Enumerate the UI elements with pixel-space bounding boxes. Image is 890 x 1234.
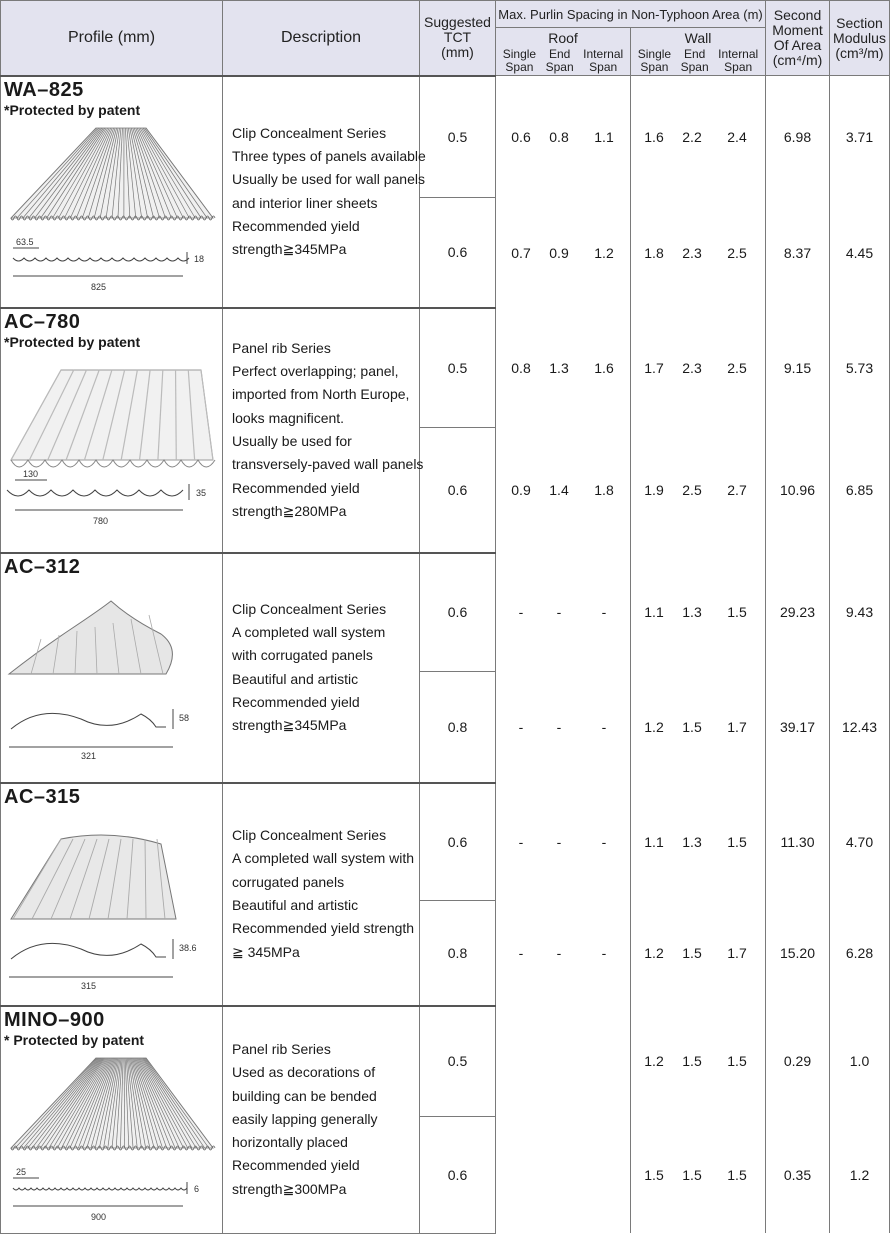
tct-value: 0.5 [420,308,496,428]
profile-drawing [1,809,221,929]
profile-name: AC–312 [4,556,222,579]
wall-spacing-cell [631,1006,766,1117]
roof-spacing-cell [496,308,631,428]
wall-span-value: 2.5 [711,360,763,376]
wall-span-value: 1.5 [673,945,711,961]
roof-span-value: - [502,719,540,735]
roof-span-value: 0.8 [502,360,540,376]
wall-span-value: 1.5 [711,834,763,850]
section-drawing [1,699,216,759]
description-line: Panel rib Series [232,337,419,360]
wall-spacing-cell [631,198,766,308]
roof-span-value: - [578,945,630,961]
wall-span-value: 1.5 [711,1167,763,1183]
description-line: Clip Concealment Series [232,122,419,145]
wall-spacing-cell [631,76,766,198]
description-line: Clip Concealment Series [232,598,419,621]
spec-row [1,553,890,672]
modulus-value: 1.2 [830,1116,890,1233]
description-line: looks magnificent. [232,407,419,430]
wall-span-value: 2.3 [673,360,711,376]
wall-spacing-cell [631,308,766,428]
roof-span-value: 0.6 [502,129,540,145]
wall-span-value: 1.5 [635,1167,673,1183]
modulus-value: 4.70 [830,783,890,901]
tct-value: 0.6 [420,783,496,901]
wall-span-value: 1.1 [635,834,673,850]
modulus-value: 3.71 [830,76,890,198]
roof-spacing-cell [496,428,631,553]
wall-span-value: 1.5 [673,719,711,735]
wall-span-value: 2.4 [711,129,763,145]
description-line: Recommended yield [232,477,419,500]
profile-drawing [1,1048,221,1168]
moment-value: 0.35 [766,1116,830,1233]
roof-spacing-cell [496,672,631,783]
tct-value: 0.8 [420,672,496,783]
modulus-value: 6.85 [830,428,890,553]
tct-value: 0.6 [420,553,496,672]
wall-span-value: 1.5 [673,1167,711,1183]
description-line: strength≧280MPa [232,500,419,523]
roof-span-value: 1.3 [540,360,578,376]
moment-value: 11.30 [766,783,830,901]
spec-row [1,308,890,428]
roof-span-value: 1.2 [578,245,630,261]
svg-text:130: 130 [23,470,38,479]
moment-value: 29.23 [766,553,830,672]
tct-value: 0.5 [420,76,496,198]
svg-text:780: 780 [93,516,108,526]
moment-value: 15.20 [766,901,830,1006]
wall-span-value: 1.5 [711,604,763,620]
header-wall: Wall Single Span End Span Internal Span [631,28,766,76]
modulus-value: 4.45 [830,198,890,308]
svg-text:315: 315 [81,981,96,989]
description-line: Clip Concealment Series [232,824,419,847]
roof-span-value: - [502,834,540,850]
svg-text:825: 825 [91,282,106,292]
roof-spacing-cell [496,198,631,308]
wall-span-value: 1.9 [635,482,673,498]
roof-span-value: 1.8 [578,482,630,498]
profile-cell [1,76,223,308]
profile-name: AC–780 [4,311,222,334]
description-line: Recommended yield [232,1154,419,1177]
wall-spacing-cell [631,672,766,783]
profile-drawing [1,118,221,238]
header-roof: Roof Single Span End Span Internal Span [496,28,631,76]
wall-span-value: 1.3 [673,834,711,850]
roof-span-value: - [578,604,630,620]
spec-row [1,783,890,901]
moment-value: 39.17 [766,672,830,783]
roof-span-value: - [540,945,578,961]
description-line: corrugated panels [232,871,419,894]
moment-value: 6.98 [766,76,830,198]
roof-span-value: - [578,719,630,735]
section-drawing [1,470,216,530]
description-line: Usually be used for wall panels [232,168,419,191]
description-cell [223,1006,420,1234]
roof-span-value: - [502,945,540,961]
wall-span-value: 1.8 [635,245,673,261]
description-line: with corrugated panels [232,644,419,667]
roof-spacing-cell [496,76,631,198]
profile-name: AC–315 [4,786,222,809]
moment-value: 0.29 [766,1006,830,1117]
profile-name: MINO–900 [4,1009,222,1032]
spec-row [1,1006,890,1117]
modulus-value: 5.73 [830,308,890,428]
wall-span-value: 2.7 [711,482,763,498]
roof-span-value: - [578,834,630,850]
description-line: Beautiful and artistic [232,668,419,691]
roof-span-value: 1.6 [578,360,630,376]
description-line: Three types of panels available [232,145,419,168]
roof-span-value: - [502,604,540,620]
profile-name: WA–825 [4,79,222,102]
roof-span-value: 0.8 [540,129,578,145]
wall-spacing-cell [631,1116,766,1233]
patent-note: *Protected by patent [4,334,222,350]
roof-span-value: 0.7 [502,245,540,261]
profile-cell [1,783,223,1006]
profile-cell [1,308,223,553]
header-description: Description [223,1,420,76]
modulus-value: 1.0 [830,1006,890,1117]
wall-spacing-cell [631,553,766,672]
description-line: Recommended yield strength [232,917,419,940]
svg-text:321: 321 [81,751,96,759]
description-line: easily lapping generally [232,1108,419,1131]
moment-value: 9.15 [766,308,830,428]
tct-value: 0.5 [420,1006,496,1117]
roof-span-value: 1.1 [578,129,630,145]
svg-text:6: 6 [194,1184,199,1194]
roof-span-value: 1.4 [540,482,578,498]
header-profile: Profile (mm) [1,1,223,76]
patent-note: * Protected by patent [4,1032,222,1048]
tct-value: 0.8 [420,901,496,1006]
roof-spacing-cell [496,1006,631,1117]
section-drawing [1,929,216,989]
patent-note: *Protected by patent [4,102,222,118]
description-line: and interior liner sheets [232,192,419,215]
svg-text:35: 35 [196,488,206,498]
wall-span-value: 2.2 [673,129,711,145]
modulus-value: 6.28 [830,901,890,1006]
wall-span-value: 1.2 [635,945,673,961]
roof-span-value: - [540,604,578,620]
svg-text:18: 18 [194,254,204,264]
description-cell [223,553,420,783]
description-line: Perfect overlapping; panel, [232,360,419,383]
description-line: ≧ 345MPa [232,941,419,964]
roof-spacing-cell [496,901,631,1006]
roof-span-value: 0.9 [540,245,578,261]
roof-spacing-cell [496,783,631,901]
header-modulus: Section Modulus (cm³/m) [830,1,890,76]
description-cell [223,76,420,308]
roof-spacing-cell [496,1116,631,1233]
wall-span-value: 1.1 [635,604,673,620]
description-line: transversely-paved wall panels [232,453,419,476]
modulus-value: 12.43 [830,672,890,783]
svg-text:25: 25 [16,1168,26,1177]
svg-text:38.6: 38.6 [179,943,197,953]
description-line: strength≧345MPa [232,714,419,737]
roof-span-value: - [540,719,578,735]
header-purlin: Max. Purlin Spacing in Non-Typhoon Area (m) [496,1,766,28]
wall-span-value: 1.7 [711,945,763,961]
description-line: Usually be used for [232,430,419,453]
wall-span-value: 1.7 [711,719,763,735]
description-line: strength≧345MPa [232,238,419,261]
description-line: Used as decorations of [232,1061,419,1084]
header-tct: Suggested TCT (mm) [420,1,496,76]
wall-spacing-cell [631,428,766,553]
wall-span-value: 2.3 [673,245,711,261]
description-line: Recommended yield [232,215,419,238]
wall-span-value: 1.5 [711,1053,763,1069]
profile-cell [1,1006,223,1234]
profile-drawing [1,579,221,699]
wall-spacing-cell [631,783,766,901]
description-line: building can be bended [232,1085,419,1108]
wall-span-value: 1.3 [673,604,711,620]
description-line: A completed wall system with [232,847,419,870]
wall-span-value: 1.5 [673,1053,711,1069]
profile-cell [1,553,223,783]
svg-text:63.5: 63.5 [16,238,34,247]
roof-spacing-cell [496,553,631,672]
spec-row [1,76,890,198]
description-cell [223,308,420,553]
wall-span-value: 2.5 [711,245,763,261]
tct-value: 0.6 [420,198,496,308]
svg-text:900: 900 [91,1212,106,1222]
tct-value: 0.6 [420,1116,496,1233]
section-drawing [1,238,216,298]
description-line: horizontally placed [232,1131,419,1154]
modulus-value: 9.43 [830,553,890,672]
description-cell [223,783,420,1006]
moment-value: 10.96 [766,428,830,553]
description-line: Recommended yield [232,691,419,714]
wall-span-value: 1.2 [635,719,673,735]
wall-span-value: 2.5 [673,482,711,498]
profile-drawing [1,350,221,470]
wall-span-value: 1.2 [635,1053,673,1069]
wall-spacing-cell [631,901,766,1006]
wall-span-value: 1.6 [635,129,673,145]
roof-span-value: 0.9 [502,482,540,498]
moment-value: 8.37 [766,198,830,308]
tct-value: 0.6 [420,428,496,553]
description-line: imported from North Europe, [232,383,419,406]
header-moment: Second Moment Of Area (cm⁴/m) [766,1,830,76]
svg-text:58: 58 [179,713,189,723]
description-line: A completed wall system [232,621,419,644]
description-line: Beautiful and artistic [232,894,419,917]
section-drawing [1,1168,216,1228]
wall-span-value: 1.7 [635,360,673,376]
description-line: Panel rib Series [232,1038,419,1061]
description-line: strength≧300MPa [232,1178,419,1201]
roof-span-value: - [540,834,578,850]
